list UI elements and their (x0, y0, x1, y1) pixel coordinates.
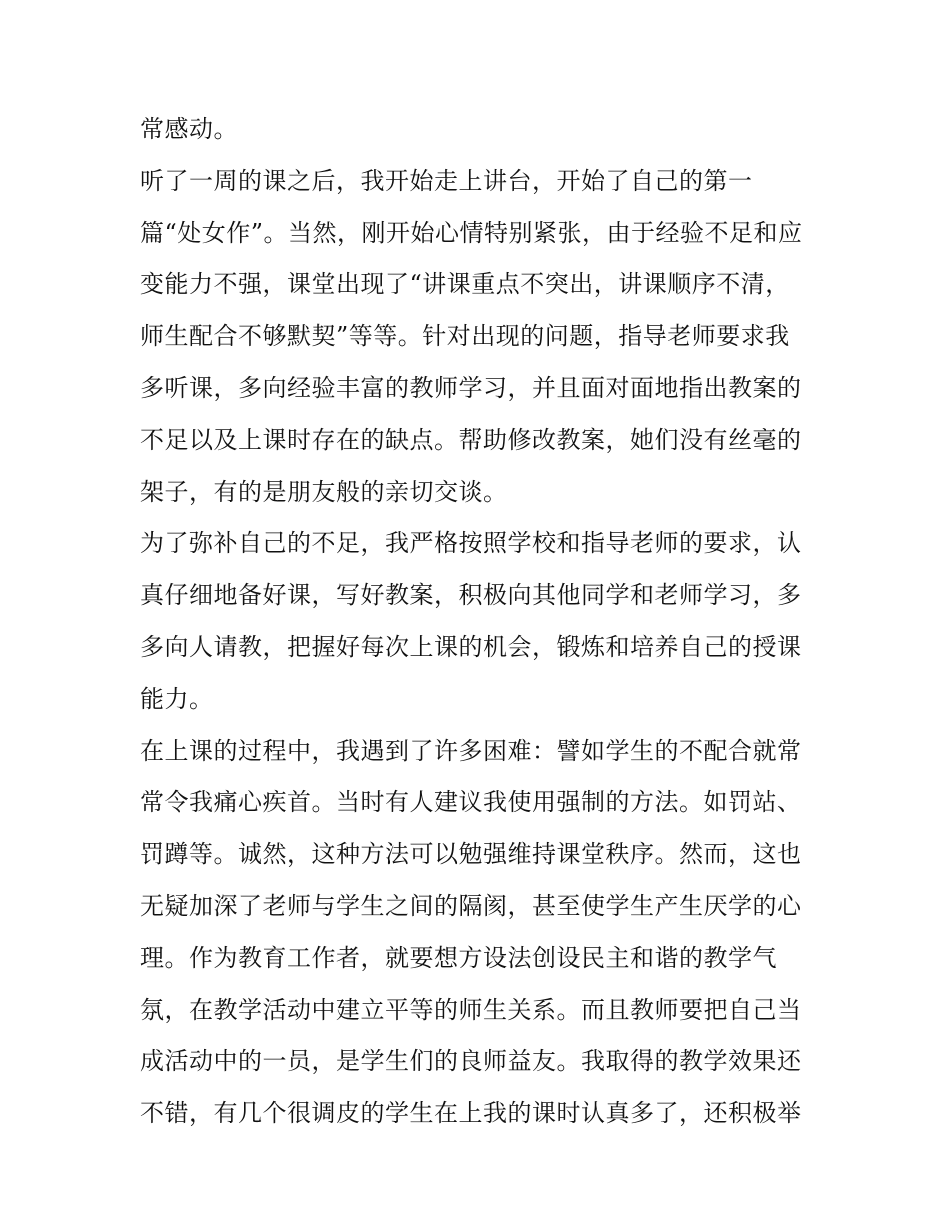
text-line: 不足以及上课时存在的缺点。帮助修改教案，她们没有丝毫的 (140, 425, 802, 454)
text-line: 常感动。 (140, 115, 238, 143)
body-text (140, 104, 830, 1140)
text-line: 变能力不强，课堂出现了“讲课重点不突出，讲课顺序不清， (140, 270, 790, 299)
text-line: 多听课，多向经验丰富的教师学习，并且面对面地指出教案的 (140, 373, 802, 402)
text-line: 听了一周的课之后，我开始走上讲台，开始了自己的第一 (140, 166, 753, 195)
text-line: 无疑加深了老师与学生之间的隔阂，甚至使学生产生厌学的心 (140, 891, 802, 920)
text-line: 篇“处女作”。当然，刚开始心情特别紧张，由于经验不足和应 (140, 218, 803, 247)
text-line: 成活动中的一员，是学生们的良师益友。我取得的教学效果还 (140, 1047, 802, 1076)
text-line: 不错，有几个很调皮的学生在上我的课时认真多了，还积极举 (140, 1099, 802, 1128)
text-line: 氛，在教学活动中建立平等的师生关系。而且教师要把自己当 (140, 995, 802, 1024)
text-line: 罚蹲等。诚然，这种方法可以勉强维持课堂秩序。然而，这也 (140, 840, 802, 869)
text-line: 能力。 (140, 684, 214, 713)
text-line: 多向人请教，把握好每次上课的机会，锻炼和培养自己的授课 (140, 632, 802, 661)
text-line: 真仔细地备好课，写好教案，积极向其他同学和老师学习，多 (140, 581, 802, 610)
text-line: 理。作为教育工作者，就要想方设法创设民主和谐的教学气 (140, 943, 777, 972)
text-line: 架子，有的是朋友般的亲切交谈。 (140, 477, 508, 506)
text-line: 常令我痛心疾首。当时有人建议我使用强制的方法。如罚站、 (140, 788, 802, 817)
text-line: 师生配合不够默契”等等。针对出现的问题，指导老师要求我 (140, 322, 790, 351)
text-line: 为了弥补自己的不足，我严格按照学校和指导老师的要求，认 (140, 529, 802, 558)
text-line: 在上课的过程中，我遇到了许多困难：譬如学生的不配合就常 (140, 736, 802, 765)
